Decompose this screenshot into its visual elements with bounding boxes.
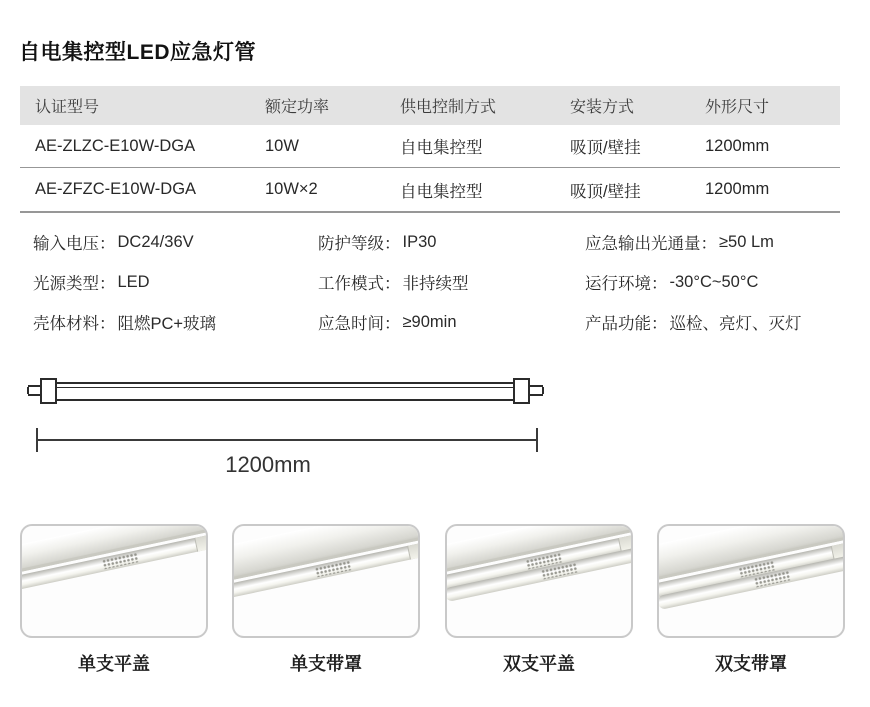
product-label: 单支平盖 (78, 654, 150, 674)
spec-emergency-time (318, 302, 578, 342)
tube-endcap-left (40, 378, 57, 404)
product-double-flat (445, 524, 633, 676)
spec-value: ≥90min (402, 312, 457, 331)
table-row (20, 168, 840, 213)
column-header-power: 额定功率 (265, 99, 330, 116)
tube-print-marks (101, 552, 138, 569)
product-single-covered (232, 524, 420, 676)
spec-ip-rating (318, 222, 578, 262)
product-label: 双支平盖 (503, 654, 575, 674)
spec-value: 巡检、亮灯、灭灯 (669, 315, 802, 333)
product-label: 单支带罩 (290, 654, 362, 674)
fixture-illustration (232, 524, 420, 601)
spec-label: 壳体材料： (33, 315, 116, 333)
spec-value: 阻燃PC+玻璃 (117, 315, 217, 333)
spec-value: 非持续型 (402, 275, 469, 293)
cell-model: AE-ZLZC-E10W-DGA (35, 136, 196, 155)
product-label: 双支带罩 (715, 654, 787, 674)
column-header-control: 供电控制方式 (400, 99, 497, 116)
fixture-tube-cap (630, 545, 633, 562)
cell-power: 10W×2 (265, 180, 318, 198)
spec-operating-environment (585, 262, 865, 302)
spec-work-mode (318, 262, 578, 302)
table-row (20, 125, 840, 168)
cell-control: 自电集控型 (400, 139, 483, 157)
spec-emergency-flux (585, 222, 865, 262)
spec-value: -30°C~50°C (669, 272, 759, 291)
product-photo (20, 524, 208, 638)
spec-value: DC24/36V (117, 232, 194, 251)
spec-label: 防护等级： (318, 235, 401, 253)
column-header-model: 认证型号 (35, 99, 100, 116)
spec-label: 输入电压： (33, 235, 116, 253)
spec-label: 运行环境： (585, 275, 668, 293)
specs-column-3 (585, 222, 865, 342)
tube-endcap-right (513, 378, 530, 404)
dimension-tick-right (536, 428, 538, 452)
fixture-illustration (445, 524, 633, 606)
model-table (20, 86, 840, 213)
cell-control: 自电集控型 (400, 182, 483, 201)
dimension-line (37, 439, 537, 441)
page-title: 自电集控型LED应急灯管 (19, 41, 256, 64)
spec-value: IP30 (402, 232, 437, 251)
spec-light-source (33, 262, 313, 302)
specs-column-2 (318, 222, 578, 342)
spec-value: ≥50 Lm (719, 232, 774, 251)
fixture-tube-cap (194, 535, 208, 552)
tube-highlight-line (55, 387, 515, 388)
spec-product-functions (585, 302, 865, 342)
column-header-dimensions: 外形尺寸 (705, 99, 770, 116)
cell-mounting: 吸顶/壁挂 (570, 139, 641, 157)
spec-label: 应急时间： (318, 315, 401, 333)
cell-dimensions: 1200mm (705, 180, 770, 198)
dimension-label: 1200mm (225, 452, 311, 477)
product-photo (657, 524, 845, 638)
spec-input-voltage (33, 222, 313, 262)
cell-mounting: 吸顶/壁挂 (570, 182, 641, 201)
fixture-illustration (657, 524, 845, 614)
cell-power: 10W (265, 136, 299, 155)
cell-dimensions: 1200mm (705, 136, 770, 155)
tube-body (55, 382, 515, 401)
tube-dimension-diagram (0, 370, 870, 495)
specs-column-1 (33, 222, 313, 342)
tube-pin-right-bottom (530, 394, 543, 396)
fixture-tube-cap (843, 553, 845, 570)
spec-label: 工作模式： (318, 275, 401, 293)
tube-pin-tip-left (27, 387, 29, 394)
cell-model: AE-ZFZC-E10W-DGA (35, 180, 197, 198)
spec-housing-material (33, 302, 313, 342)
product-photo (232, 524, 420, 638)
product-single-flat (20, 524, 208, 676)
tube-pin-tip-right (542, 387, 544, 394)
spec-label: 产品功能： (585, 315, 668, 333)
product-photo (445, 524, 633, 638)
fixture-illustration (20, 524, 208, 594)
fixture-tube-cap (407, 543, 420, 560)
spec-label: 应急输出光通量： (585, 235, 717, 253)
table-header-row (20, 86, 840, 125)
column-header-mounting: 安装方式 (570, 99, 635, 116)
tube-print-marks (314, 560, 351, 577)
spec-value: LED (117, 272, 150, 291)
spec-label: 光源类型： (33, 275, 116, 293)
product-double-covered (657, 524, 845, 676)
